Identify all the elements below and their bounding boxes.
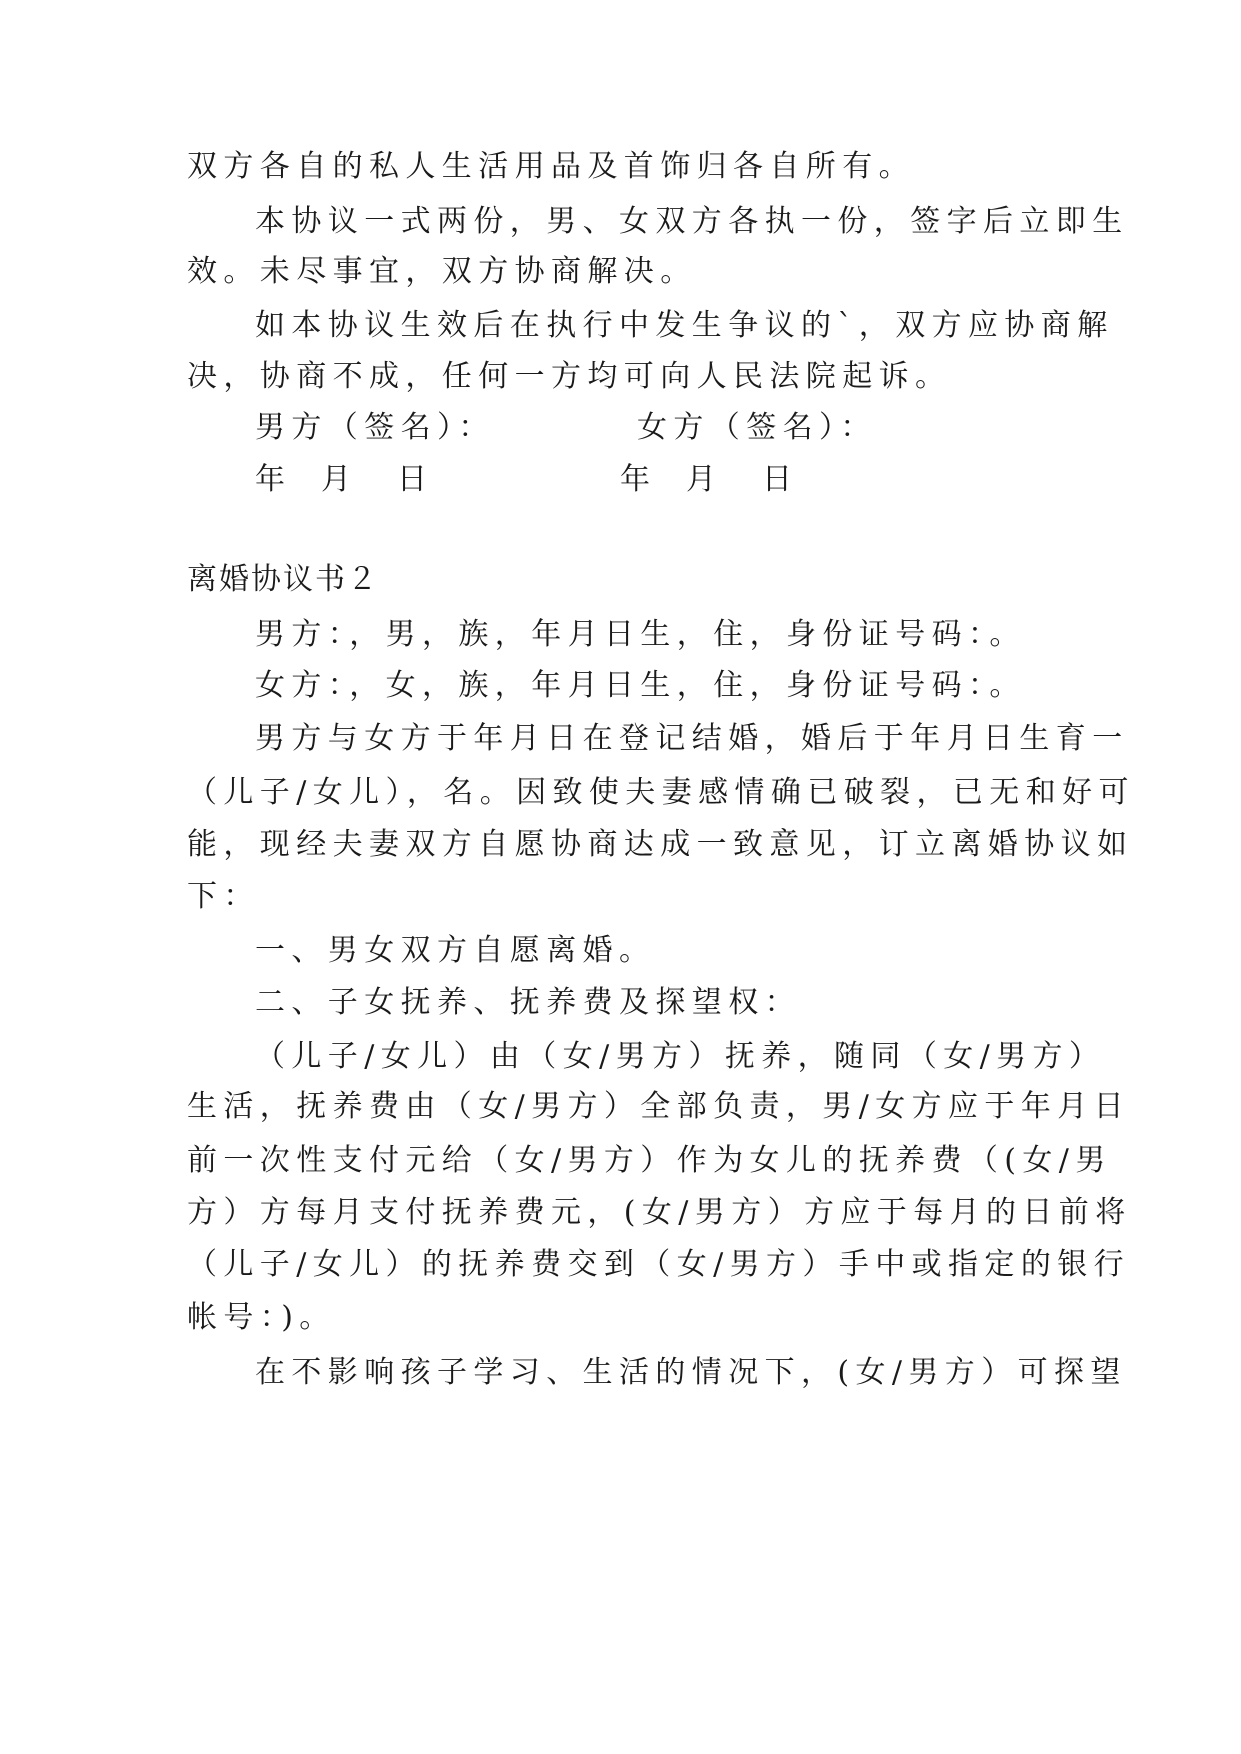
text-line: 方）方每月支付抚养费元，(女/男方）方应于每月的日前将	[187, 1195, 1132, 1230]
male-signature-label: 男方（签名）：	[255, 410, 495, 445]
female-signature-date	[620, 460, 1060, 500]
date-month: 月	[686, 462, 716, 497]
text-line: 下：	[187, 879, 260, 914]
date-year: 年	[620, 462, 650, 497]
text-line: 效。未尽事宜，双方协商解决。	[187, 254, 697, 289]
text-line: 生活，抚养费由（女/男方）全部负责，男/女方应于年月日	[187, 1089, 1131, 1124]
text-line: （儿子/女儿），名。因致使夫妻感情确已破裂，已无和好可	[187, 775, 1135, 810]
text-line: 女方：，女，族，年月日生，住，身份证号码：。	[255, 668, 1026, 703]
text-line: （儿子/女儿）由（女/男方）抚养，随同（女/男方）	[255, 1039, 1106, 1074]
section-heading: 离婚协议书２	[187, 562, 379, 597]
text-line: 前一次性支付元给（女/男方）作为女儿的抚养费（(女/男	[187, 1143, 1112, 1178]
text-line: 双方各自的私人生活用品及首饰归各自所有。	[187, 149, 915, 184]
text-line: 能，现经夫妻双方自愿协商达成一致意见，订立离婚协议如	[187, 827, 1134, 862]
text-line: 一、男女双方自愿离婚。	[255, 933, 656, 968]
text-line: （儿子/女儿）的抚养费交到（女/男方）手中或指定的银行	[187, 1247, 1131, 1282]
text-line: 在不影响孩子学习、生活的情况下，(女/男方）可探望	[255, 1355, 1127, 1390]
male-signature-date	[255, 460, 555, 500]
date-year: 年	[255, 462, 285, 497]
date-month: 月	[321, 462, 351, 497]
female-signature-label: 女方（签名）：	[637, 410, 877, 445]
date-day: 日	[762, 462, 792, 497]
text-line: 男方与女方于年月日在登记结婚，婚后于年月日生育一	[255, 721, 1129, 756]
text-line: 帐号：)。	[187, 1300, 336, 1335]
text-line: 决，协商不成，任何一方均可向人民法院起诉。	[187, 359, 952, 394]
text-line: 男方：，男，族，年月日生，住，身份证号码：。	[255, 617, 1026, 652]
date-day: 日	[397, 462, 427, 497]
text-line: 本协议一式两份，男、女双方各执一份，签字后立即生	[255, 204, 1129, 239]
text-line: 二、子女抚养、抚养费及探望权：	[255, 985, 801, 1020]
text-line: 如本协议生效后在执行中发生争议的`，双方应协商解	[255, 308, 1114, 343]
